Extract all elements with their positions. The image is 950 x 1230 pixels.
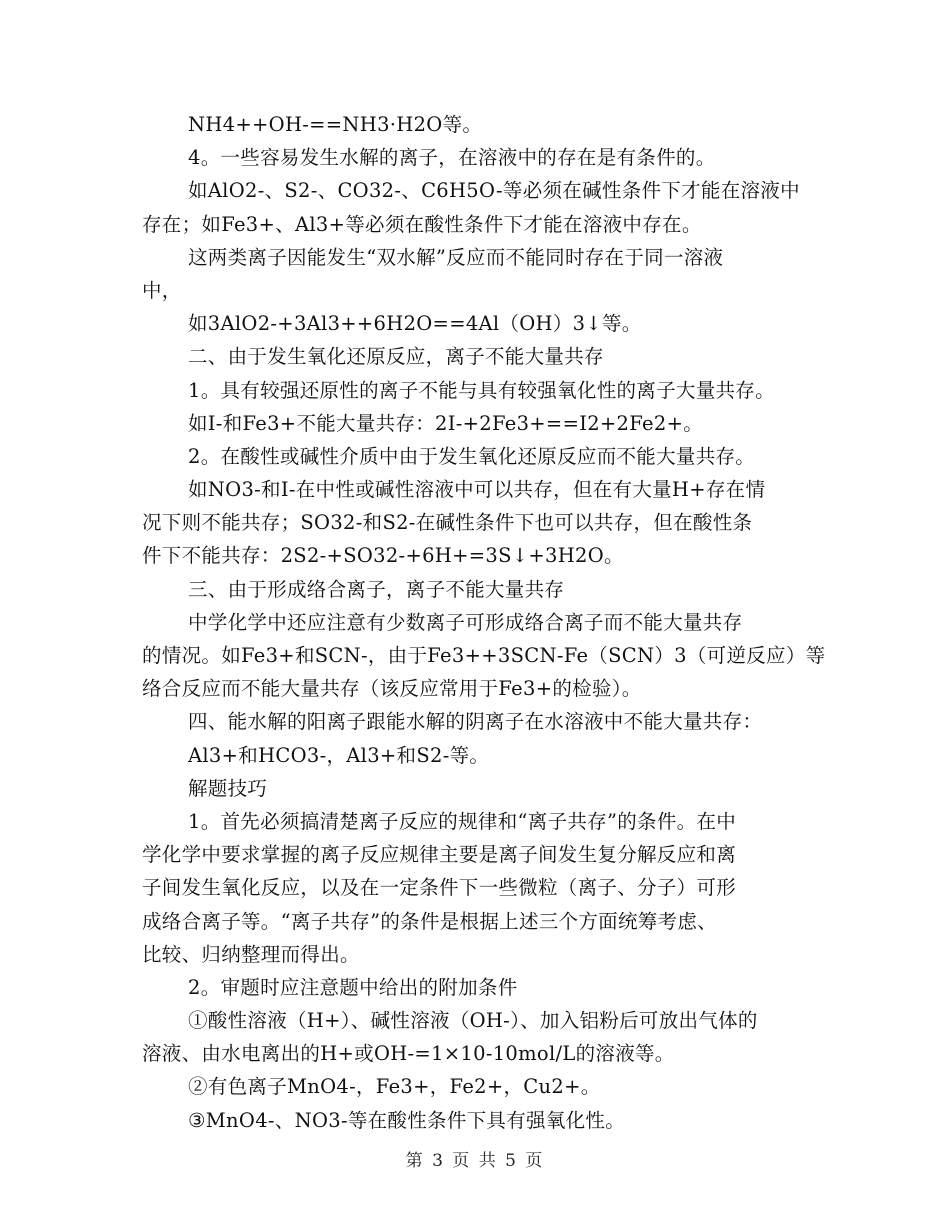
section-heading: 解题技巧 xyxy=(188,776,268,800)
text-line: 学化学中要求掌握的离子反应规律主要是离子间发生复分解反应和离 xyxy=(142,843,737,867)
text-line: 比较、归纳整理而得出。 xyxy=(142,942,360,966)
text-line: ③MnO4-、NO3-等在酸性条件下具有强氧化性。 xyxy=(188,1108,626,1132)
text-line: 存在；如Fe3+、Al3+等必须在酸性条件下才能在溶液中存在。 xyxy=(142,212,702,236)
text-line: 的情况。如Fe3+和SCN-，由于Fe3++3SCN-Fe（SCN）3（可逆反应）等 xyxy=(142,644,826,667)
text-line: 如3AlO2-+3Al3++6H2O==4Al（OH）3↓等。 xyxy=(188,312,642,336)
text-line: 件下不能共存：2S2-+SO32-+6H+=3S↓+3H2O。 xyxy=(142,544,624,568)
text-line: 络合反应而不能大量共存（该反应常用于Fe3+的检验）。 xyxy=(142,677,642,701)
text-line: NH4++OH-==NH3·H2O等。 xyxy=(188,113,483,136)
section-heading: 四、能水解的阳离子跟能水解的阴离子在水溶液中不能大量共存： xyxy=(188,710,763,734)
text-line: 子间发生氧化反应，以及在一定条件下一些微粒（离子、分子）可形 xyxy=(142,876,737,900)
text-line: 2。审题时应注意题中给出的附加条件 xyxy=(188,975,518,999)
page-number-footer: 第 3 页 共 5 页 xyxy=(405,1151,545,1171)
text-line: 这两类离子因能发生“双水解”反应而不能同时存在于同一溶液 xyxy=(188,245,724,269)
text-line: ②有色离子MnO4-，Fe3+，Fe2+，Cu2+。 xyxy=(188,1075,601,1099)
section-heading: 三、由于形成络合离子，离子不能大量共存 xyxy=(188,577,565,601)
text-line: 如I-和Fe3+不能大量共存：2I-+2Fe3+==I2+2Fe2+。 xyxy=(188,411,704,435)
text-line: 如AlO2-、S2-、CO32-、C6H5O-等必须在碱性条件下才能在溶液中 xyxy=(188,179,800,203)
text-line: 1。具有较强还原性的离子不能与具有较强氧化性的离子大量共存。 xyxy=(188,378,775,402)
text-line: 溶液、由水电离出的H+或OH-=1×10-10mol/L的溶液等。 xyxy=(142,1042,675,1066)
text-line: 2。在酸性或碱性介质中由于发生氧化还原反应而不能大量共存。 xyxy=(188,444,756,468)
text-line: ①酸性溶液（H+）、碱性溶液（OH-）、加入铝粉后可放出气体的 xyxy=(188,1009,758,1033)
text-line: Al3+和HCO3-，Al3+和S2-等。 xyxy=(188,743,490,767)
text-line: 中， xyxy=(142,278,182,302)
text-line: 成络合离子等。“离子共存”的条件是根据上述三个方面统筹考虑、 xyxy=(142,909,717,933)
text-line: 如NO3-和I-在中性或碱性溶液中可以共存，但在有大量H+存在情 xyxy=(188,478,766,502)
section-heading: 二、由于发生氧化还原反应，离子不能大量共存 xyxy=(188,345,604,369)
text-line: 4。一些容易发生水解的离子，在溶液中的存在是有条件的。 xyxy=(188,146,716,170)
text-line: 况下则不能共存；SO32-和S2-在碱性条件下也可以共存，但在酸性条 xyxy=(142,511,753,535)
text-line: 中学化学中还应注意有少数离子可形成络合离子而不能大量共存 xyxy=(188,610,743,634)
text-line: 1。首先必须搞清楚离子反应的规律和“离子共存”的条件。在中 xyxy=(188,809,737,833)
document-body xyxy=(142,108,826,1137)
